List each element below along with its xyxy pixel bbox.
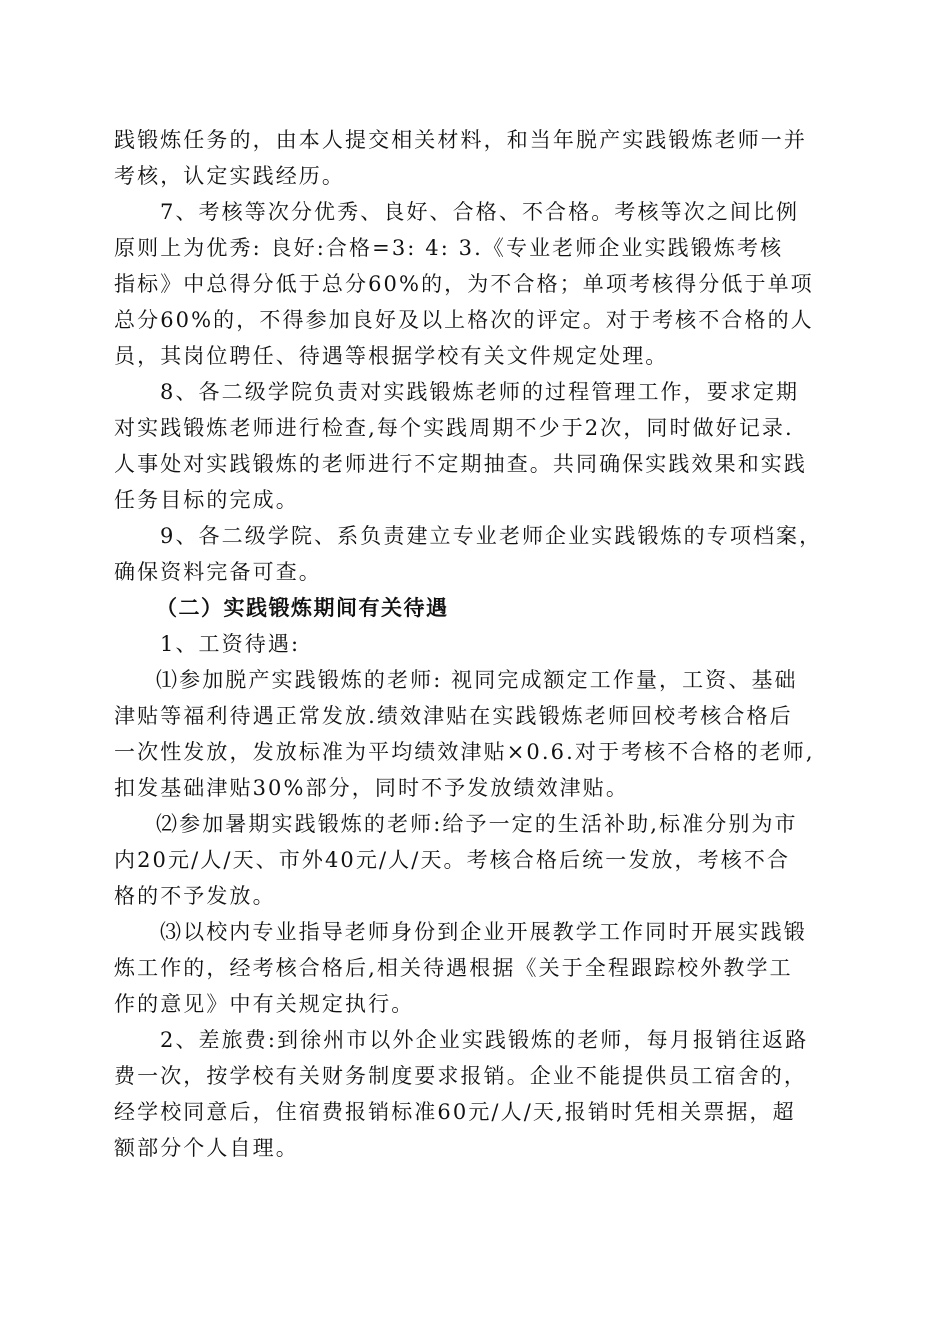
paragraph-travel (114, 1022, 844, 1166)
paragraph-salary (114, 626, 844, 662)
text-line: 考核，认定实践经历。 (114, 164, 345, 188)
text-line: 对实践锻炼老师进行检查,每个实践周期不少于2次，同时做好记录. (114, 416, 794, 440)
text-line: 2、差旅费:到徐州市以外企业实践锻炼的老师，每月报销往返路 (160, 1028, 809, 1052)
text-line: 总分60%的，不得参加良好及以上格次的评定。对于考核不合格的人 (114, 308, 814, 332)
text-line: 7、考核等次分优秀、良好、合格、不合格。考核等次之间比例 (160, 200, 800, 224)
text-line: 经学校同意后，住宿费报销标准60元/人/天,报销时凭相关票据，超 (114, 1100, 796, 1124)
text-line: 指标》中总得分低于总分60%的，为不合格；单项考核得分低于单项 (114, 272, 814, 296)
paragraph-item-8 (114, 374, 844, 518)
text-line: 内20元/人/天、市外40元/人/天。考核合格后统一发放，考核不合 (114, 848, 791, 872)
text-line: 格的不予发放。 (114, 884, 276, 908)
text-line: 人事处对实践锻炼的老师进行不定期抽查。共同确保实践效果和实践 (114, 452, 807, 476)
text-line: 原则上为优秀: 良好:合格=3: 4: 3.《专业老师企业实践锻炼考核 (114, 236, 784, 260)
text-line: 任务目标的完成。 (114, 488, 299, 512)
text-line: 9、各二级学院、系负责建立专业老师企业实践锻炼的专项档案， (160, 524, 823, 548)
paragraph-item-7 (114, 194, 844, 374)
text-line: ⑶以校内专业指导老师身份到企业开展教学工作同时开展实践锻 (160, 920, 807, 944)
text-line: 津贴等福利待遇正常发放.绩效津贴在实践锻炼老师回校考核合格后 (114, 704, 793, 728)
paragraph-sub-2 (114, 806, 844, 914)
text-line: 践锻炼任务的，由本人提交相关材料，和当年脱产实践锻炼老师一并 (114, 128, 807, 152)
text-line: ⑵参加暑期实践锻炼的老师:给予一定的生活补助,标准分别为市 (156, 812, 798, 836)
paragraph-continuation (114, 122, 844, 194)
text-line: 作的意见》中有关规定执行。 (114, 992, 415, 1016)
text-line: 扣发基础津贴30%部分，同时不予发放绩效津贴。 (114, 776, 629, 800)
section-heading: （二）实践锻炼期间有关待遇 (156, 596, 449, 620)
text-line: 炼工作的，经考核合格后,相关待遇根据《关于全程跟踪校外教学工 (114, 956, 793, 980)
text-line: 额部分个人自理。 (114, 1136, 299, 1160)
paragraph-sub-3 (114, 914, 844, 1022)
text-line: 1、工资待遇: (160, 632, 301, 656)
section-heading-2 (114, 590, 844, 626)
text-line: 8、各二级学院负责对实践锻炼老师的过程管理工作，要求定期 (160, 380, 800, 404)
paragraph-sub-1 (114, 662, 844, 806)
text-line: 一次性发放，发放标准为平均绩效津贴×0.6.对于考核不合格的老师, (114, 740, 815, 764)
document-body (114, 122, 844, 1166)
text-line: 确保资料完备可查。 (114, 560, 322, 584)
text-line: ⑴参加脱产实践锻炼的老师: 视同完成额定工作量，工资、基础 (156, 668, 798, 692)
text-line: 费一次，按学校有关财务制度要求报销。企业不能提供员工宿舍的， (114, 1064, 807, 1088)
text-line: 员，其岗位聘任、待遇等根据学校有关文件规定处理。 (114, 344, 669, 368)
paragraph-item-9 (114, 518, 844, 590)
